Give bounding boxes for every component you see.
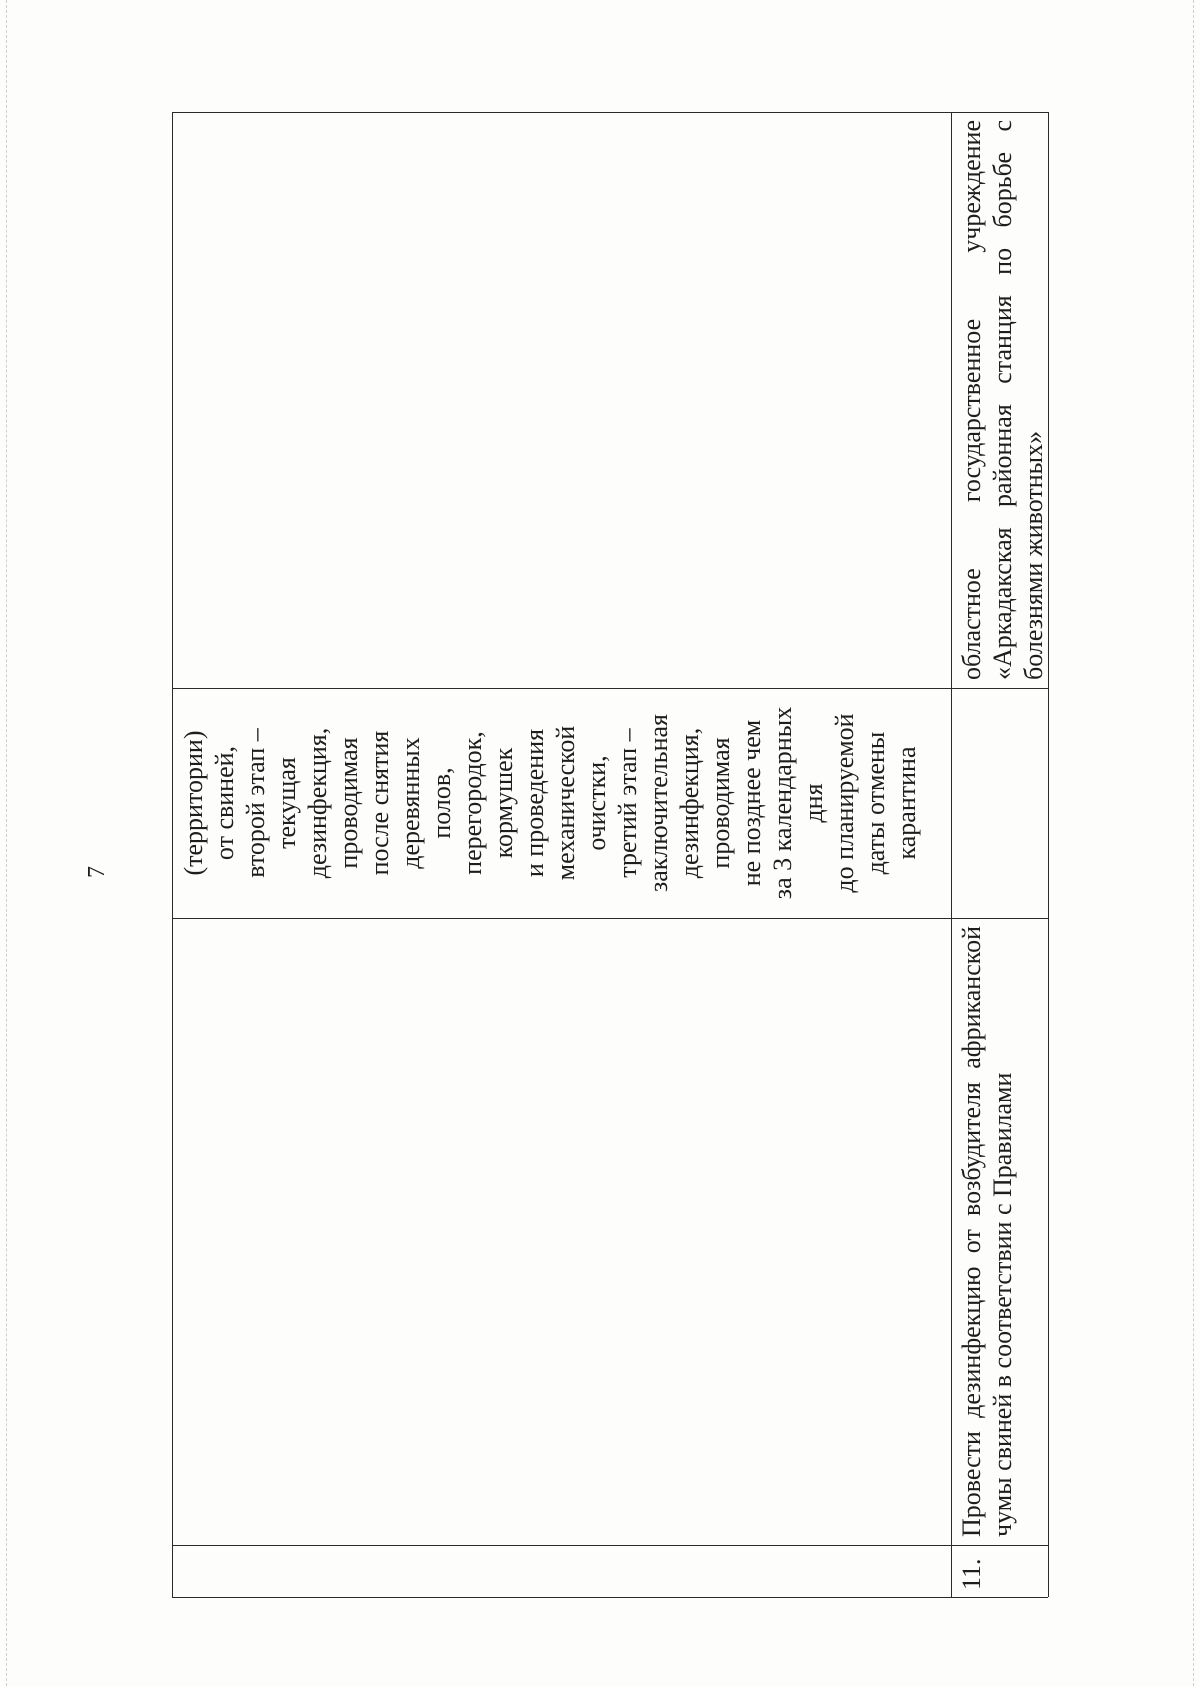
table-border-left xyxy=(172,112,173,1597)
stage-text-cell xyxy=(178,692,922,914)
stage-line: полов, xyxy=(427,767,456,839)
stage-line: за 3 календарных xyxy=(768,706,797,900)
stage-line: не позднее чем xyxy=(737,719,766,887)
stage-line: и проведения xyxy=(520,728,549,878)
page-number: 7 xyxy=(84,866,110,878)
stage-line: заключительная xyxy=(644,714,673,892)
row-11-measure: Провести дезинфекцию от возбудителя африканской чумы свиней в соответствии с Правилами xyxy=(957,926,1017,1537)
table-rule-col3 xyxy=(172,918,1048,919)
stage-line: после снятия xyxy=(365,730,394,876)
stage-line: перегородок, xyxy=(458,731,487,875)
stage-line: текущая xyxy=(272,757,301,849)
stage-line: дезинфекция, xyxy=(303,727,332,879)
stage-line: второй этап – xyxy=(241,728,270,878)
stage-line: дезинфекция, xyxy=(675,727,704,879)
table-rule-col2 xyxy=(172,688,1048,689)
table-border-top xyxy=(172,112,1048,113)
stage-line: проводимая xyxy=(334,737,363,869)
row-11-responsible: областное государственное учреждение «Аркадакская районная станция по борьбе с болезнями животных» xyxy=(957,120,1048,680)
stage-line: от свиней, xyxy=(210,745,239,861)
table-border-bottom xyxy=(172,1597,1048,1598)
table-rule-col4 xyxy=(172,1545,1048,1546)
stage-line: деревянных xyxy=(396,737,425,869)
stage-line: проводимая xyxy=(706,737,735,869)
stage-line: кормушек xyxy=(489,747,518,859)
scan-edge-left xyxy=(6,0,7,1686)
stage-line: третий этап – xyxy=(613,728,642,878)
table-row-separator xyxy=(951,112,952,1597)
stage-line: очистки, xyxy=(582,755,611,851)
stage-line: карантина xyxy=(892,746,921,860)
scan-edge-right xyxy=(1193,0,1194,1686)
stage-line: до планируемой xyxy=(830,713,859,893)
stage-line: даты отмены xyxy=(861,731,890,875)
row-11-number: 11. xyxy=(957,1558,986,1590)
stage-line: дня xyxy=(799,783,828,823)
stage-line: механической xyxy=(551,725,580,881)
stage-line: (территории) xyxy=(179,730,208,876)
